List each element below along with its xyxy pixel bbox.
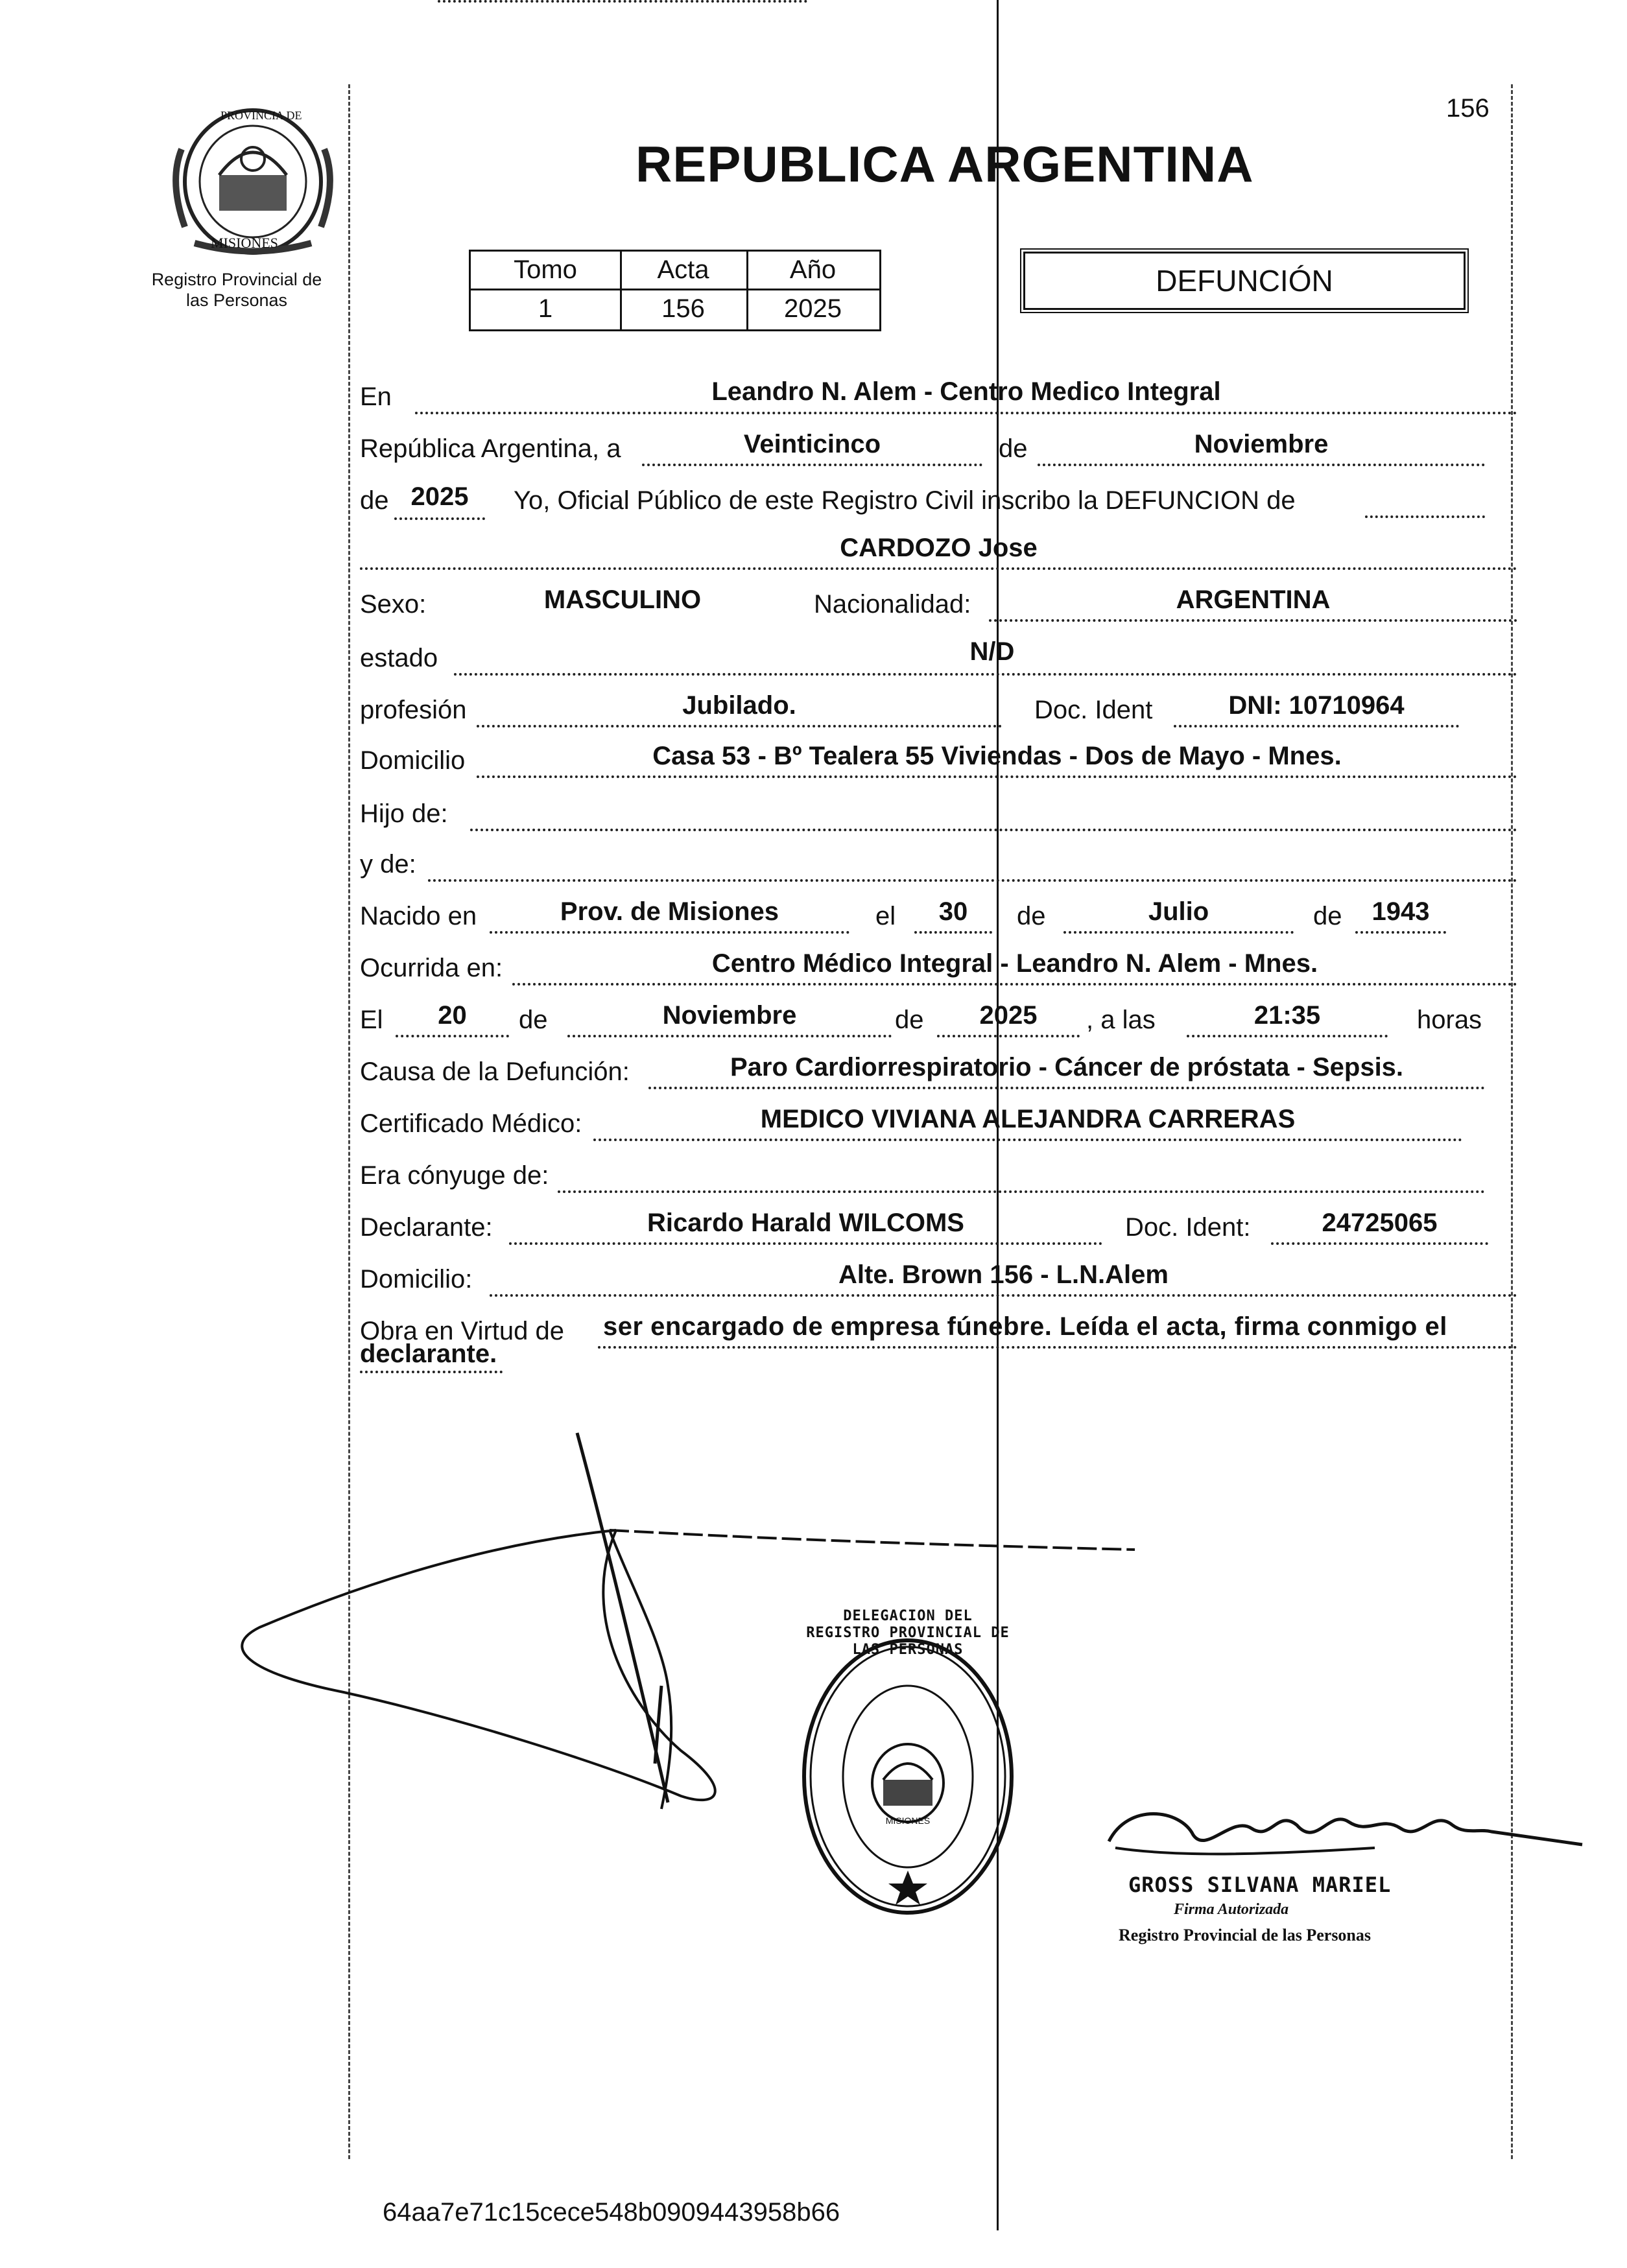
- value-ocurrida-en: Centro Médico Integral - Leandro N. Alem - Mnes.: [711, 949, 1318, 978]
- line-fall-dia: [396, 1035, 509, 1037]
- value-obra-line-2: declarante.: [360, 1340, 497, 1368]
- label-sexo: Sexo:: [360, 590, 427, 619]
- label-declarante: Declarante:: [360, 1213, 493, 1242]
- line-nac-anio: [1355, 931, 1446, 934]
- table-value-acta: 156: [661, 294, 705, 323]
- value-anio: 2025: [410, 482, 469, 511]
- value-dni: DNI: 10710964: [1228, 691, 1405, 720]
- label-de-c: de: [519, 1006, 548, 1034]
- round-seal-inner-text: MISIONES: [885, 1815, 931, 1826]
- label-nacionalidad: Nacionalidad:: [814, 590, 971, 619]
- line-sexo: [438, 0, 807, 3]
- left-margin-line: [348, 84, 350, 2159]
- label-de-b: de: [1313, 902, 1342, 930]
- label-ocurrida-en: Ocurrida en:: [360, 954, 503, 982]
- value-declarante-doc: 24725065: [1322, 1209, 1438, 1237]
- label-certificado: Certificado Médico:: [360, 1109, 582, 1138]
- value-nac-dia: 30: [938, 897, 968, 926]
- official-office: Registro Provincial de las Personas: [1119, 1926, 1372, 1944]
- label-nacido-en: Nacido en: [360, 902, 477, 930]
- line-mes: [1038, 464, 1485, 466]
- value-nombre: CARDOZO Jose: [840, 534, 1038, 562]
- line-dni: [1174, 725, 1459, 727]
- value-nacionalidad: ARGENTINA: [1176, 585, 1331, 614]
- label-y-de: y de:: [360, 850, 416, 879]
- line-domicilio: [477, 775, 1517, 778]
- official-signature: [1102, 1796, 1595, 1867]
- registry-caption-line-1: Registro Provincial de: [151, 270, 322, 289]
- line-certificado: [593, 1139, 1462, 1141]
- table-header-acta: Acta: [657, 255, 709, 284]
- line-conyuge: [558, 1190, 1485, 1193]
- value-causa: Paro Cardiorrespiratorio - Cáncer de próstata - Sepsis.: [730, 1053, 1404, 1081]
- label-de-d: de: [895, 1006, 924, 1034]
- line-en: [415, 412, 1517, 414]
- label-domicilio: Domicilio: [360, 746, 466, 775]
- label-conyuge: Era cónyuge de:: [360, 1161, 549, 1190]
- label-de-1: de: [999, 434, 1028, 463]
- label-el-2: El: [360, 1006, 383, 1034]
- label-en: En: [360, 383, 392, 411]
- value-certificado: MEDICO VIVIANA ALEJANDRA CARRERAS: [760, 1105, 1296, 1133]
- registry-caption: [130, 269, 344, 311]
- value-nac-anio: 1943: [1372, 897, 1430, 926]
- line-obra-1: [598, 1346, 1517, 1349]
- table-value-tomo: 1: [538, 294, 553, 323]
- official-role: Firma Autorizada: [1174, 1901, 1289, 1918]
- label-a-las: , a las: [1086, 1006, 1156, 1034]
- table-header-anio: Año: [789, 255, 837, 284]
- record-type: DEFUNCIÓN: [1156, 264, 1333, 298]
- value-dia-letras: Veinticinco: [743, 430, 881, 458]
- line-fall-anio: [937, 1035, 1080, 1037]
- line-nac-dia: [914, 931, 992, 934]
- line-causa: [648, 1087, 1485, 1089]
- line-fall-mes: [567, 1035, 892, 1037]
- table-header-tomo: Tomo: [514, 255, 577, 284]
- line-declarante: [509, 1242, 1102, 1245]
- value-domicilio: Casa 53 - Bº Tealera 55 Viviendas - Dos de Mayo - Mnes.: [652, 742, 1342, 770]
- seal-bottom-text: MISIONES: [211, 235, 278, 251]
- line-ocurrida-en: [512, 983, 1517, 986]
- value-profesion: Jubilado.: [682, 691, 796, 720]
- line-nombre: [360, 567, 1517, 570]
- registry-round-seal-icon: [798, 1634, 1018, 1919]
- official-name: GROSS SILVANA MARIEL: [1128, 1872, 1392, 1897]
- value-fall-anio: 2025: [979, 1001, 1038, 1030]
- line-obra-2: [360, 1371, 503, 1373]
- line-nacido-en: [490, 931, 849, 934]
- value-lugar: Leandro N. Alem - Centro Medico Integral: [711, 377, 1221, 406]
- line-anio: [394, 517, 485, 520]
- line-fall-hora: [1187, 1035, 1388, 1037]
- label-doc-ident: Doc. Ident: [1034, 696, 1153, 724]
- page-title: REPUBLICA ARGENTINA: [635, 136, 1254, 193]
- value-obra-line-1: ser encargado de empresa fúnebre. Leída el acta, firma conmigo el: [603, 1312, 1447, 1341]
- value-mes: Noviembre: [1194, 430, 1329, 458]
- label-el: el: [875, 902, 896, 930]
- value-nacido-en: Prov. de Misiones: [560, 897, 779, 926]
- label-hijo-de: Hijo de:: [360, 799, 448, 828]
- record-type-box: [1023, 252, 1466, 310]
- line-estado: [454, 673, 1517, 676]
- line-declarante-doc: [1271, 1242, 1488, 1245]
- value-declarante: Ricardo Harald WILCOMS: [647, 1209, 964, 1237]
- value-fall-mes: Noviembre: [662, 1001, 797, 1030]
- round-seal-ring-text: DELEGACION DEL REGISTRO PROVINCIAL DE LAS PERSONAS: [806, 1608, 1010, 1658]
- label-estado: estado: [360, 644, 438, 672]
- label-republica: República Argentina, a: [360, 434, 621, 463]
- value-declarante-domicilio: Alte. Brown 156 - L.N.Alem: [838, 1260, 1169, 1289]
- line-dia: [642, 464, 982, 466]
- value-fall-hora: 21:35: [1253, 1001, 1321, 1030]
- table-value-anio: 2025: [784, 294, 842, 323]
- line-nacionalidad: [989, 619, 1517, 622]
- label-de-2: de: [360, 486, 389, 515]
- seal-top-text: PROVINCIA DE: [220, 109, 302, 122]
- label-de-a: de: [1017, 902, 1046, 930]
- label-causa: Causa de la Defunción:: [360, 1057, 630, 1086]
- document-hash: 64aa7e71c15cece548b0909443958b66: [383, 2198, 840, 2227]
- line-nac-mes: [1063, 931, 1294, 934]
- line-y-de: [428, 879, 1517, 882]
- value-nac-mes: Julio: [1148, 897, 1209, 926]
- line-hijo-de: [470, 829, 1517, 831]
- label-profesion: profesión: [360, 696, 467, 724]
- registry-caption-line-2: las Personas: [185, 290, 288, 310]
- value-fall-dia: 20: [438, 1001, 467, 1030]
- label-horas: horas: [1417, 1006, 1482, 1034]
- record-table: [469, 250, 881, 331]
- value-estado: N/D: [969, 637, 1015, 666]
- line-profesion: [477, 725, 1002, 727]
- label-obra: Obra en Virtud de: [360, 1317, 565, 1345]
- line-yo-end: [1365, 515, 1485, 518]
- value-sexo: MASCULINO: [543, 585, 702, 614]
- label-domicilio-2: Domicilio:: [360, 1265, 473, 1293]
- line-declarante-domicilio: [490, 1294, 1517, 1297]
- label-yo-text: Yo, Oficial Público de este Registro Civil inscribo la DEFUNCION de: [514, 486, 1296, 515]
- label-doc-ident-2: Doc. Ident:: [1125, 1213, 1251, 1242]
- page-number: 156: [1446, 94, 1490, 123]
